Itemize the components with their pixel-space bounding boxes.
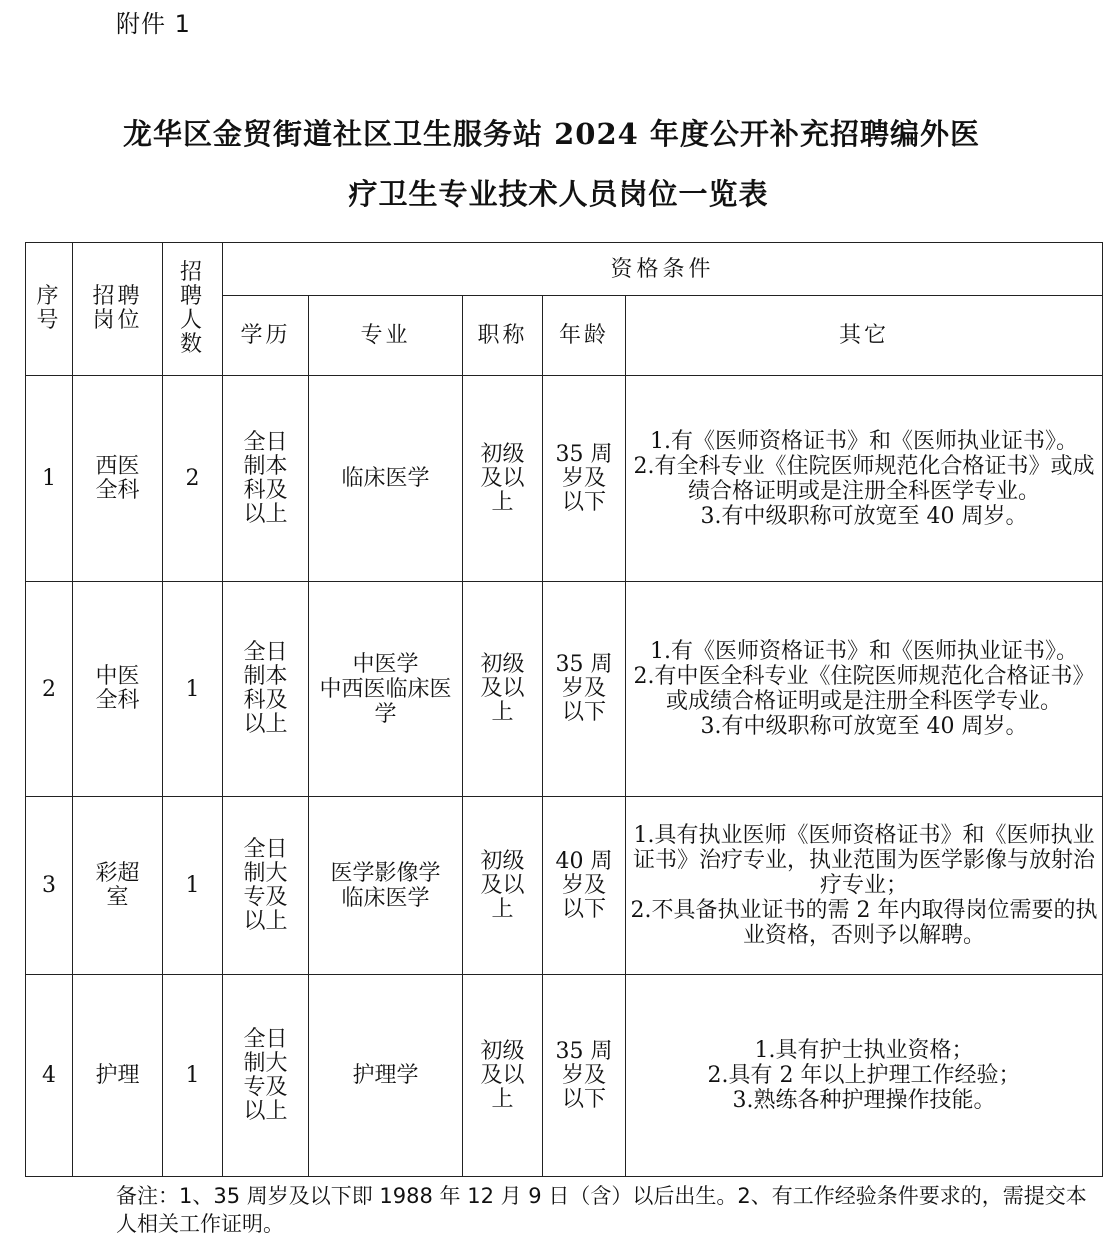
requirement-line: 1.有《医师资格证书》和《医师执业证书》。 [650,428,1078,454]
row-position: 彩超室 [73,797,163,975]
row-title: 初级及以上 [463,582,543,797]
document-title-line-1: 龙华区金贸街道社区卫生服务站 2024 年度公开补充招聘编外医 [123,117,980,151]
requirement-line: 1.有《医师资格证书》和《医师执业证书》。 [650,639,1078,664]
row-age: 35 周岁及以下 [543,582,626,797]
row-education: 全日制本科及以上 [223,376,309,582]
requirement-line: 3.有中级职称可放宽至 40 周岁。 [700,503,1028,529]
row-title: 初级及以上 [463,975,543,1177]
major-line: 临床医学 [341,466,430,491]
row-count: 2 [163,376,223,582]
requirement-line: 1.具有护士执业资格； [754,1038,974,1063]
row-seq: 2 [26,582,73,797]
row-seq: 4 [26,975,73,1177]
row-count: 1 [163,975,223,1177]
row-major [309,797,463,975]
header-count: 招聘人数 [163,243,223,376]
row-major [309,376,463,582]
header-education: 学历 [223,296,309,376]
major-line: 医学影像学 [330,860,441,886]
table-row [26,376,1103,582]
header-title: 职称 [463,296,543,376]
header-seq: 序号 [26,243,73,376]
row-other [626,975,1103,1177]
requirement-line: 3.熟练各种护理操作技能。 [732,1088,996,1113]
row-title: 初级及以上 [463,797,543,975]
row-education: 全日制大专及以上 [223,797,309,975]
header-position: 招聘岗位 [73,243,163,376]
row-education: 全日制本科及以上 [223,582,309,797]
major-line: 护理学 [352,1063,419,1088]
major-line: 中医学 [352,651,419,677]
requirement-line: 2.有中医全科专业《住院医师规范化合格证书》或成绩合格证明或是注册全科医学专业。 [633,664,1095,714]
table-row [26,975,1103,1177]
row-seq: 3 [26,797,73,975]
requirement-line: 3.有中级职称可放宽至 40 周岁。 [700,714,1028,739]
attachment-label: 附件 1 [116,10,191,38]
header-other: 其它 [626,296,1103,376]
row-age: 35 周岁及以下 [543,975,626,1177]
row-other [626,582,1103,797]
row-major [309,582,463,797]
requirement-line: 2.有全科专业《住院医师规范化合格证书》或成绩合格证明或是注册全科医学专业。 [633,453,1095,504]
positions-table [25,242,1103,1177]
header-major: 专业 [309,296,463,376]
row-education: 全日制大专及以上 [223,975,309,1177]
table-row [26,797,1103,975]
row-count: 1 [163,797,223,975]
row-other [626,376,1103,582]
major-line: 中西医临床医学 [319,676,452,727]
row-age: 40 周岁及以下 [543,797,626,975]
row-position: 西医全科 [73,376,163,582]
row-major [309,975,463,1177]
row-age: 35 周岁及以下 [543,376,626,582]
row-seq: 1 [26,376,73,582]
table-row [26,582,1103,797]
major-line: 临床医学 [341,885,430,911]
requirement-line: 2.具有 2 年以上护理工作经验； [707,1063,1021,1088]
row-position: 护理 [73,975,163,1177]
row-other [626,797,1103,975]
footnote: 备注：1、35 周岁及以下即 1988 年 12 月 9 日（含）以后出生。2、有工作经验条件要求的，需提交本人相关工作证明。 [116,1184,1087,1236]
row-count: 1 [163,582,223,797]
requirement-line: 1.具有执业医师《医师资格证书》和《医师执业证书》治疗专业，执业范围为医学影像与放射治疗专业； [633,823,1096,898]
requirement-line: 2.不具备执业证书的需 2 年内取得岗位需要的执业资格，否则予以解聘。 [630,898,1098,948]
document-title-line-2: 疗卫生专业技术人员岗位一览表 [348,177,769,211]
header-qualifications: 资格条件 [223,243,1103,296]
header-age: 年龄 [543,296,626,376]
row-title: 初级及以上 [463,376,543,582]
row-position: 中医全科 [73,582,163,797]
